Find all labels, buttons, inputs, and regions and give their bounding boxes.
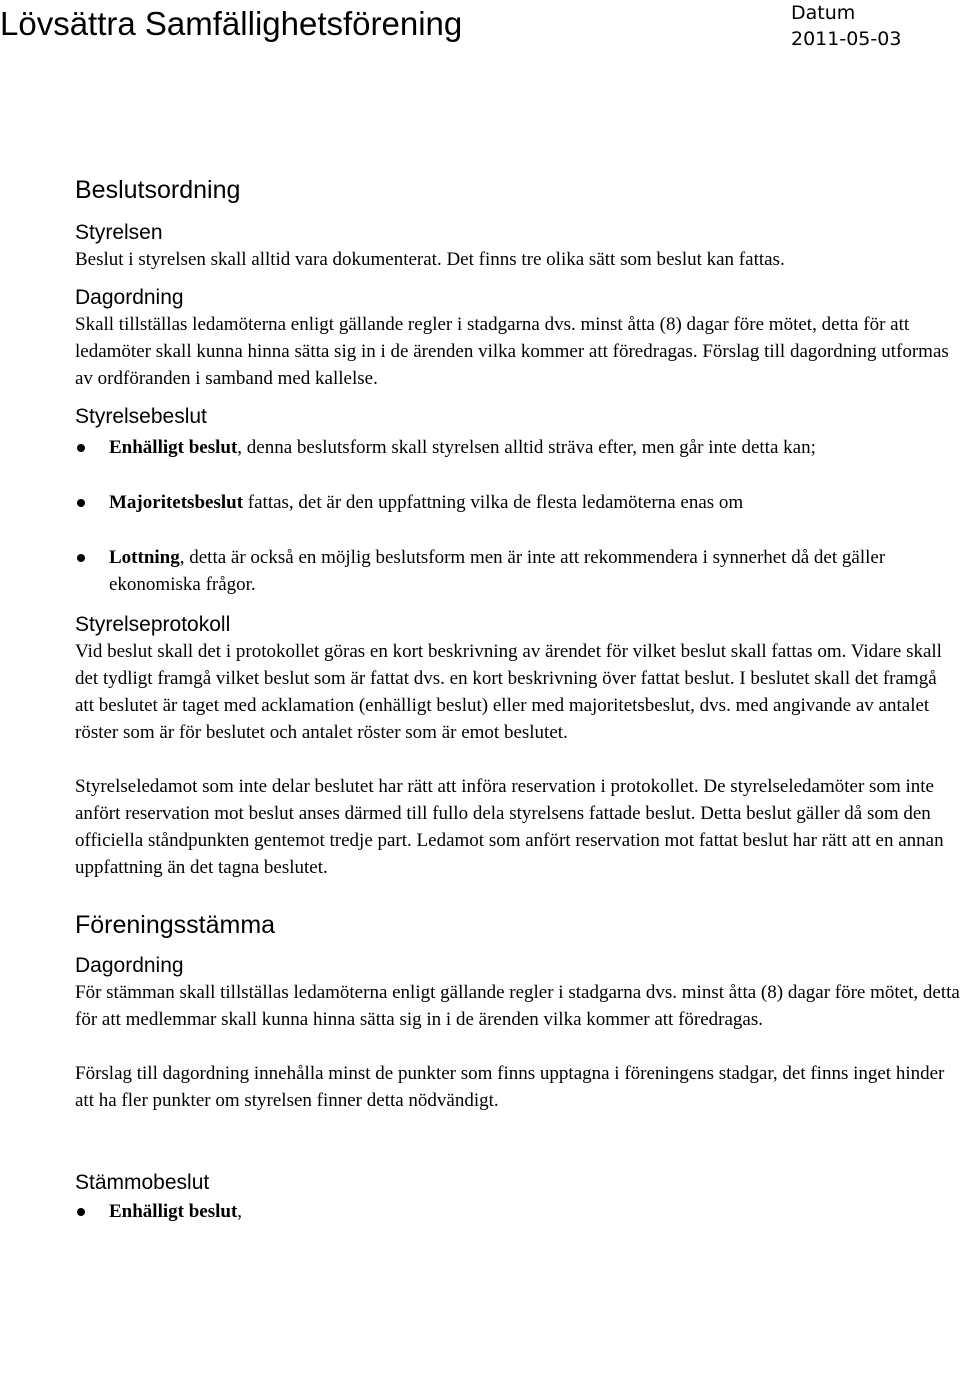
styrelseprotokoll-paragraph-2: Styrelseledamot som inte delar beslutet har rätt att införa reservation i protokollet. De styrelseledamöter som inte anfört reservation mot beslut anses därmed till fullo dela styrelsens fattade beslut. Detta beslut gäller då som den officiella ståndpunkten gentemot tredje part. Ledamot som anfört reservation mot fattat beslut har rätt att en annan uppfattning än det tagna beslutet.	[75, 776, 944, 878]
list-item-text: , denna beslutsform skall styrelsen alltid sträva efter, men går inte detta kan;	[237, 437, 816, 458]
heading-stammobeslut: Stämmobeslut	[75, 1171, 210, 1194]
spacer	[75, 392, 960, 404]
list-item	[75, 434, 960, 461]
spacer	[75, 1114, 960, 1170]
stamma-dagordning-paragraph-1: För stämman skall tillställas ledamöterna enligt gällande regler i stadgarna dvs. minst åtta (8) dagar före mötet, detta för att medlemmar skall kunna hinna sätta sig in i de ärenden vilka kommer att föredragas.	[75, 982, 960, 1030]
list-item-term: Lottning	[109, 547, 180, 568]
stamma-dagordning-paragraph-2: Förslag till dagordning innehålla minst de punkter som finns upptagna i föreningens stadgar, det finns inget hinder att ha fler punkter om styrelsen finner detta nödvändigt.	[75, 1063, 945, 1111]
styrelsebeslut-list	[75, 434, 960, 598]
bullet-icon	[77, 444, 85, 452]
heading-foreningsstamma: Föreningsstämma	[75, 911, 276, 939]
list-item-text: ,	[237, 1201, 243, 1222]
spacer	[75, 746, 960, 773]
document-body	[75, 172, 960, 1225]
bullet-icon	[77, 1208, 85, 1216]
styrelsen-text: Beslut i styrelsen skall alltid vara dokumenterat. Det finns tre olika sätt som beslut kan fattas.	[75, 249, 785, 270]
list-item	[75, 544, 960, 598]
spacer	[75, 273, 960, 285]
heading-styrelseprotokoll: Styrelseprotokoll	[75, 613, 231, 636]
list-item-text: fattas, det är den uppfattning vilka de flesta ledamöterna enas om	[243, 492, 744, 513]
list-item-text: , detta är också en möjlig beslutsform men är inte att rekommendera i synnerhet då det gäller ekonomiska frågor.	[109, 547, 886, 595]
spacer	[75, 1033, 960, 1060]
stammobeslut-list	[75, 1198, 960, 1225]
date-value: 2011-05-03	[791, 28, 902, 50]
heading-styrelsebeslut: Styrelsebeslut	[75, 405, 207, 428]
date-label: Datum	[791, 2, 856, 24]
heading-styrelsen: Styrelsen	[75, 221, 163, 244]
list-item	[75, 489, 960, 516]
date-block	[791, 0, 901, 52]
bullet-icon	[77, 554, 85, 562]
heading-dagordning: Dagordning	[75, 286, 184, 309]
styrelseprotokoll-paragraph-1: Vid beslut skall det i protokollet göras en kort beskrivning av ärendet för vilket beslut skall fattas om. Vidare skall det tydligt framgå vilket beslut som är fattat dvs. en kort beskrivning över fattat beslut. I beslutet skall det framgå att beslutet är taget med acklamation (enhälligt beslut) eller med majoritetsbeslut, dvs. med angivande av antalet röster som är för beslutet och antalet röster som är emot beslutet.	[75, 641, 942, 743]
dagordning-text: Skall tillställas ledamöterna enligt gällande regler i stadgarna dvs. minst åtta (8) dagar före mötet, detta för att ledamöter skall kunna hinna sätta sig in i de ärenden vilka kommer att föredragas. Förslag till dagordning utformas av ordföranden i samband med kallelse.	[75, 314, 949, 389]
heading-beslutsordning: Beslutsordning	[75, 176, 241, 204]
list-item-term: Majoritetsbeslut	[109, 492, 244, 513]
document-title: Lövsättra Samfällighetsförening	[0, 5, 463, 42]
list-item-term: Enhälligt beslut	[109, 437, 238, 458]
list-item-term: Enhälligt beslut	[109, 1201, 238, 1222]
heading-stamma-dagordning: Dagordning	[75, 954, 184, 977]
bullet-icon	[77, 499, 85, 507]
list-item	[75, 1198, 960, 1225]
